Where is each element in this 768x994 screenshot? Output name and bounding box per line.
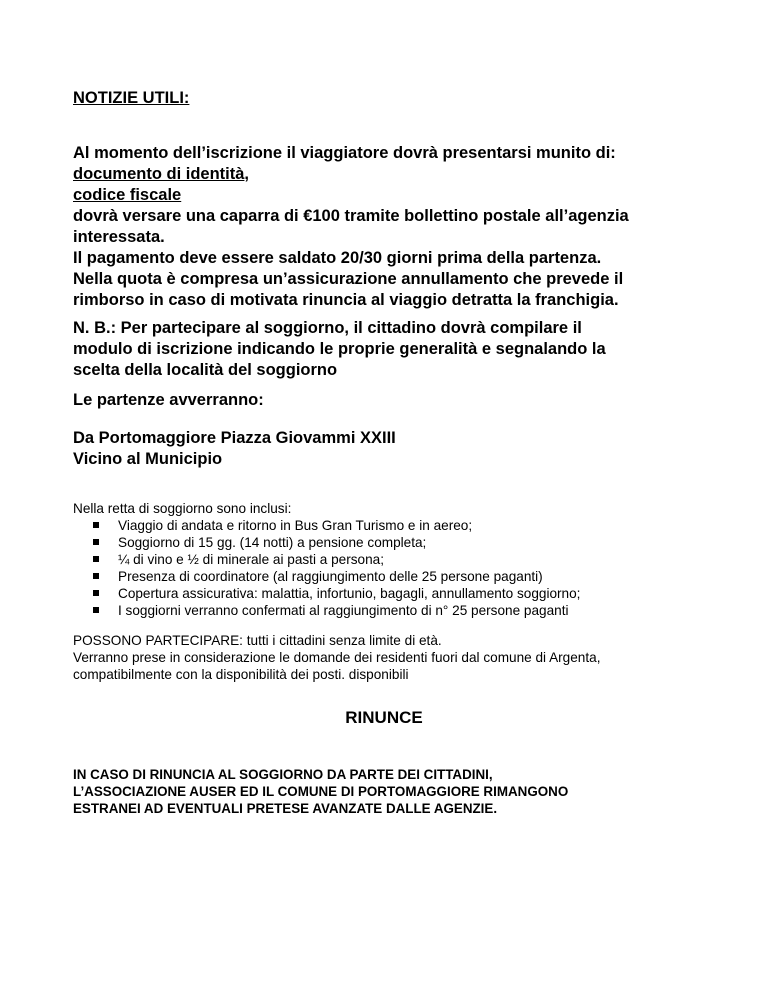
bullet-icon xyxy=(93,522,99,528)
cancellations-text xyxy=(73,766,743,817)
list-item-text: Soggiorno di 15 gg. (14 notti) a pensione completa; xyxy=(118,535,427,550)
included-services xyxy=(73,500,743,619)
bullet-icon xyxy=(93,539,99,545)
list-item-text: ¼ di vino e ½ di minerale ai pasti a persona; xyxy=(118,552,384,567)
bullet-icon xyxy=(93,573,99,579)
eligibility-line: POSSONO PARTECIPARE: tutti i cittadini senza limite di età. xyxy=(73,633,442,648)
deposit-line: dovrà versare una caparra di €100 tramite bollettino postale all’agenzia xyxy=(73,207,629,225)
list-item xyxy=(73,517,743,534)
insurance-line: Nella quota è compresa un’assicurazione annullamento che prevede il xyxy=(73,270,624,288)
included-heading: Nella retta di soggiorno sono inclusi: xyxy=(73,501,292,516)
eligibility-line: compatibilmente con la disponibilità dei posti. disponibili xyxy=(73,667,409,682)
bullet-icon xyxy=(93,590,99,596)
cancellations-heading: RINUNCE xyxy=(345,708,423,727)
eligibility-section xyxy=(73,632,743,683)
nb-line: scelta della località del soggiorno xyxy=(73,361,338,379)
list-item xyxy=(73,602,743,619)
cancellations-line: L’ASSOCIAZIONE AUSER ED IL COMUNE DI PORTOMAGGIORE RIMANGONO xyxy=(73,784,569,799)
page-title: NOTIZIE UTILI: xyxy=(73,89,190,107)
departure-landmark: Vicino al Municipio xyxy=(73,450,223,468)
intro-line: Al momento dell’iscrizione il viaggiatore dovrà presentarsi munito di: xyxy=(73,144,616,162)
comma-text: , xyxy=(244,165,250,183)
bullet-icon xyxy=(93,607,99,613)
intro-section xyxy=(73,143,733,311)
required-document-line xyxy=(73,164,733,185)
departures-heading: Le partenze avverranno: xyxy=(73,391,264,409)
list-item-text: Presenza di coordinatore (al raggiungimento delle 25 persone paganti) xyxy=(118,569,543,584)
list-item xyxy=(73,534,743,551)
tax-code-text: codice fiscale xyxy=(73,186,182,204)
nb-line: modulo di iscrizione indicando le proprie generalità e segnalando la xyxy=(73,340,606,358)
nb-line: N. B.: Per partecipare al soggiorno, il cittadino dovrà compilare il xyxy=(73,319,582,337)
list-item-text: I soggiorni verranno confermati al raggiungimento di n° 25 persone paganti xyxy=(118,603,569,618)
list-item xyxy=(73,551,743,568)
departure-place: Da Portomaggiore Piazza Giovammi XXIII xyxy=(73,429,396,447)
nota-bene-section xyxy=(73,318,733,381)
list-item xyxy=(73,568,743,585)
bullet-icon xyxy=(93,556,99,562)
included-list xyxy=(73,517,743,619)
departure-location xyxy=(73,428,396,470)
payment-line: Il pagamento deve essere saldato 20/30 giorni prima della partenza. xyxy=(73,249,602,267)
eligibility-line: Verranno prese in considerazione le domande dei residenti fuori dal comune di Argenta, xyxy=(73,650,601,665)
list-item xyxy=(73,585,743,602)
insurance-line-cont: rimborso in caso di motivata rinuncia al viaggio detratta la franchigia. xyxy=(73,291,619,309)
list-item-text: Viaggio di andata e ritorno in Bus Gran Turismo e in aereo; xyxy=(118,518,473,533)
cancellations-line: ESTRANEI AD EVENTUALI PRETESE AVANZATE DALLE AGENZIE. xyxy=(73,801,498,816)
cancellations-line: IN CASO DI RINUNCIA AL SOGGIORNO DA PARTE DEI CITTADINI, xyxy=(73,767,493,782)
identity-document-text: documento di identità xyxy=(73,165,245,183)
deposit-line-cont: interessata. xyxy=(73,228,165,246)
list-item-text: Copertura assicurativa: malattia, infortunio, bagagli, annullamento soggiorno; xyxy=(118,586,581,601)
